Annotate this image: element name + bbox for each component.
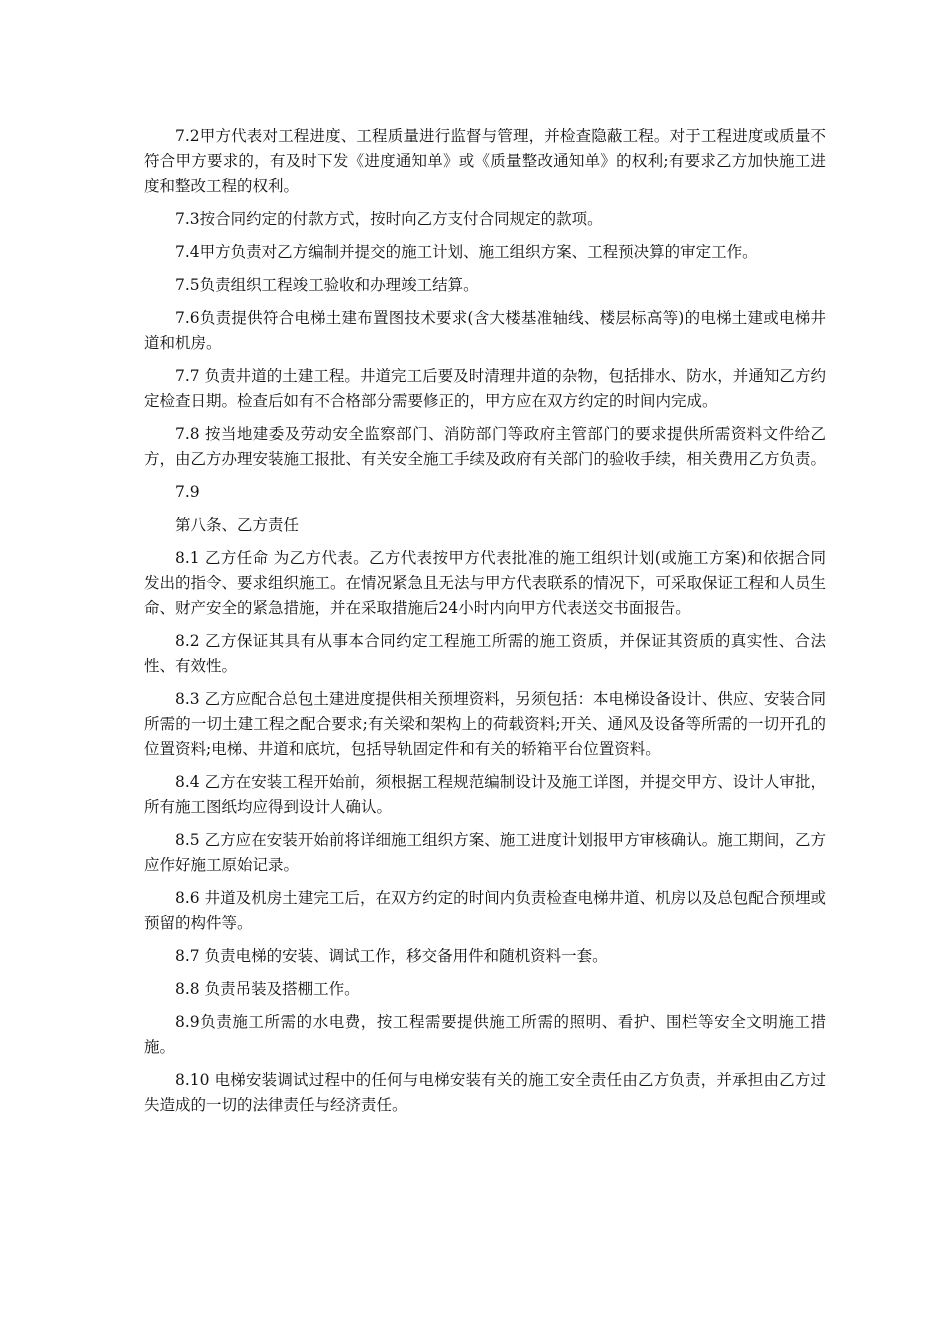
section-heading-article-8: 第八条、乙方责任 [175, 516, 300, 534]
paragraph-8-7: 8.7 负责电梯的安装、调试工作，移交备用件和随机资料一套。 [175, 947, 608, 965]
document-body [144, 124, 826, 1126]
paragraph-7-6: 7.6负责提供符合电梯土建布置图技术要求(含大楼基准轴线、楼层标高等)的电梯土建或电梯井道和机房。 [144, 309, 826, 352]
paragraph-7-3: 7.3按合同约定的付款方式，按时向乙方支付合同规定的款项。 [175, 210, 603, 228]
paragraph-8-4: 8.4 乙方在安装工程开始前，须根据工程规范编制设计及施工详图，并提交甲方、设计人审批，所有施工图纸均应得到设计人确认。 [144, 773, 826, 816]
paragraph-7-2: 7.2甲方代表对工程进度、工程质量进行监督与管理，并检查隐蔽工程。对于工程进度或质量不符合甲方要求的，有及时下发《进度通知单》或《质量整改通知单》的权利;有要求乙方加快施工进度和整改工程的权利。 [144, 127, 826, 195]
paragraph-8-1: 8.1 乙方任命 为乙方代表。乙方代表按甲方代表批准的施工组织计划(或施工方案)和依据合同发出的指令、要求组织施工。在情况紧急且无法与甲方代表联系的情况下，可采取保证工程和人员生命、财产安全的紧急措施，并在采取措施后24小时内向甲方代表送交书面报告。 [144, 549, 827, 617]
paragraph-8-2: 8.2 乙方保证其具有从事本合同约定工程施工所需的施工资质，并保证其资质的真实性、合法性、有效性。 [144, 632, 826, 675]
paragraph-8-6: 8.6 井道及机房土建完工后，在双方约定的时间内负责检查电梯井道、机房以及总包配合预埋或预留的构件等。 [144, 889, 826, 932]
paragraph-8-8: 8.8 负责吊装及搭棚工作。 [175, 980, 360, 998]
paragraph-7-7: 7.7 负责井道的土建工程。井道完工后要及时清理井道的杂物，包括排水、防水，并通知乙方约定检查日期。检查后如有不合格部分需要修正的，甲方应在双方约定的时间内完成。 [144, 367, 826, 410]
paragraph-8-9: 8.9负责施工所需的水电费，按工程需要提供施工所需的照明、看护、围栏等安全文明施工措施。 [144, 1013, 826, 1056]
paragraph-8-5: 8.5 乙方应在安装开始前将详细施工组织方案、施工进度计划报甲方审核确认。施工期间，乙方应作好施工原始记录。 [144, 831, 826, 874]
paragraph-7-8: 7.8 按当地建委及劳动安全监察部门、消防部门等政府主管部门的要求提供所需资料文件给乙方，由乙方办理安装施工报批、有关安全施工手续及政府有关部门的验收手续，相关费用乙方负责。 [144, 425, 827, 468]
paragraph-7-5: 7.5负责组织工程竣工验收和办理竣工结算。 [175, 276, 479, 294]
paragraph-8-10: 8.10 电梯安装调试过程中的任何与电梯安装有关的施工安全责任由乙方负责，并承担由乙方过失造成的一切的法律责任与经济责任。 [144, 1071, 826, 1114]
paragraph-8-3: 8.3 乙方应配合总包土建进度提供相关预埋资料，另须包括：本电梯设备设计、供应、安装合同所需的一切土建工程之配合要求;有关梁和架构上的荷载资料;开关、通风及设备等所需的一切开孔的位置资料;电梯、井道和底坑，包括导轨固定件和有关的轿箱平台位置资料。 [144, 690, 826, 758]
paragraph-7-9: 7.9 [175, 483, 200, 501]
paragraph-7-4: 7.4甲方负责对乙方编制并提交的施工计划、施工组织方案、工程预决算的审定工作。 [175, 243, 758, 261]
